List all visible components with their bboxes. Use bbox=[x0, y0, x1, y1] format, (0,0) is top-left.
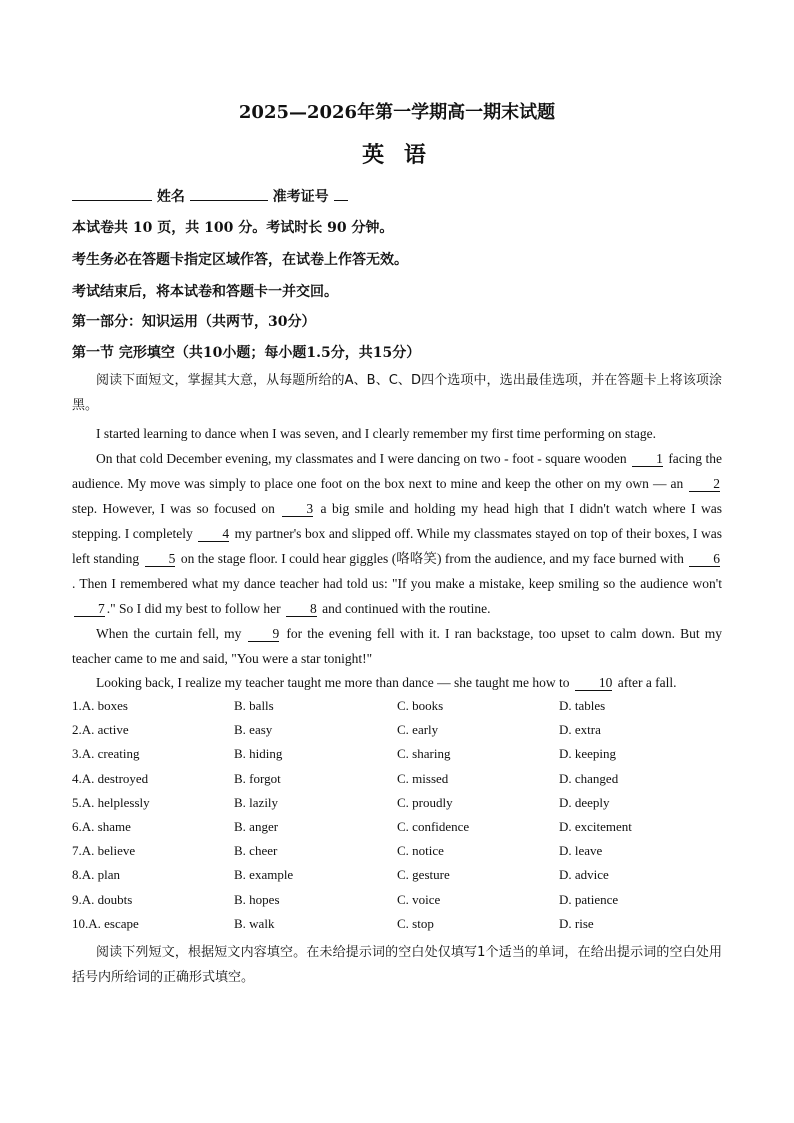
text: On that cold December evening, my classmates and I were dancing on two - foot - square wooden bbox=[96, 451, 627, 466]
option-c[interactable]: C. proudly bbox=[397, 794, 453, 810]
option-a[interactable]: 1.A. boxes bbox=[72, 698, 128, 713]
option-c[interactable]: C. gesture bbox=[397, 867, 450, 883]
instruction-answer-area: 考生务必在答题卡指定区域作答，在试卷上作答无效。 bbox=[72, 252, 408, 268]
text: Looking back, I realize my teacher taught me more than dance — she taught me how to bbox=[96, 675, 570, 690]
blank-5[interactable]: 5 bbox=[145, 551, 176, 567]
option-row bbox=[72, 843, 732, 867]
option-d[interactable]: D. changed bbox=[559, 770, 619, 786]
id-blank[interactable] bbox=[334, 186, 348, 201]
option-row bbox=[72, 867, 732, 891]
option-b[interactable]: B. walk bbox=[234, 915, 275, 931]
exam-subject: 英 语 bbox=[362, 142, 432, 168]
option-b[interactable]: B. forgot bbox=[234, 770, 281, 786]
blank-1[interactable]: 1 bbox=[632, 451, 663, 467]
option-b[interactable]: B. example bbox=[234, 867, 294, 883]
blank-7[interactable]: 7 bbox=[74, 601, 105, 617]
instruction-return: 考试结束后，将本试卷和答题卡一并交回。 bbox=[72, 284, 338, 300]
option-b[interactable]: B. hiding bbox=[234, 746, 283, 762]
option-c[interactable]: C. sharing bbox=[397, 746, 451, 762]
text: on the stage floor. I could hear giggles (咯咯笑) from the audience, and my face burned with bbox=[180, 551, 684, 566]
option-row bbox=[72, 916, 732, 940]
option-a[interactable]: 6.A. shame bbox=[72, 818, 131, 834]
blank-10[interactable]: 10 bbox=[575, 675, 613, 691]
blank-2[interactable]: 2 bbox=[689, 476, 720, 492]
option-row bbox=[72, 795, 732, 819]
option-c[interactable]: C. stop bbox=[397, 915, 434, 931]
option-b[interactable]: B. easy bbox=[234, 722, 273, 738]
option-c[interactable]: C. confidence bbox=[397, 818, 470, 834]
blank-6[interactable]: 6 bbox=[689, 551, 720, 567]
part-one-heading: 第一部分：知识运用（共两节，30分） bbox=[72, 314, 316, 330]
option-d[interactable]: D. keeping bbox=[559, 746, 617, 762]
section-one-heading: 第一节 完形填空（共10小题；每小题1.5分，共15分） bbox=[72, 345, 421, 361]
blank-3[interactable]: 3 bbox=[282, 501, 313, 517]
option-d[interactable]: D. leave bbox=[559, 843, 603, 859]
option-c[interactable]: C. notice bbox=[397, 843, 444, 859]
cloze-paragraph-4 bbox=[72, 670, 722, 695]
candidate-info-line bbox=[72, 186, 732, 206]
option-d[interactable]: D. rise bbox=[559, 915, 594, 931]
blank-8[interactable]: 8 bbox=[286, 601, 317, 617]
option-a[interactable]: 8.A. plan bbox=[72, 867, 121, 883]
instruction-pages: 本试卷共 10 页，共 100 分。考试时长 90 分钟。 bbox=[72, 220, 394, 236]
blank-9[interactable]: 9 bbox=[248, 626, 279, 642]
text: after a fall. bbox=[617, 675, 677, 690]
cloze-paragraph-3 bbox=[72, 621, 722, 671]
text: a big smile and holding my head high that I didn't watch where I was stepping. I completely bbox=[72, 501, 722, 541]
option-a[interactable]: 5.A. helplessly bbox=[72, 794, 150, 810]
option-d[interactable]: D. excitement bbox=[559, 818, 632, 834]
options-table bbox=[72, 698, 732, 940]
section-two-directions: 阅读下列短文，根据短文内容填空。在未给提示词的空白处仅填写1个适当的单词，在给出提示词的空白处用括号内所给词的正确形式填空。 bbox=[72, 945, 722, 985]
option-d[interactable]: D. extra bbox=[559, 722, 601, 738]
option-d[interactable]: D. deeply bbox=[559, 794, 610, 810]
name-blank[interactable] bbox=[190, 186, 268, 201]
cloze-paragraph-2 bbox=[72, 446, 722, 621]
option-a[interactable]: 7.A. believe bbox=[72, 843, 136, 859]
text: facing the audience. My move was simply to place one foot on the box next to mine and keep the other on my own — an bbox=[72, 451, 722, 491]
option-a[interactable]: 4.A. destroyed bbox=[72, 770, 149, 786]
class-blank[interactable] bbox=[72, 186, 152, 201]
exam-title: 2025—2026年第一学期高一期末试题 bbox=[238, 102, 556, 123]
option-row bbox=[72, 892, 732, 916]
option-c[interactable]: C. books bbox=[397, 698, 444, 713]
blank-4[interactable]: 4 bbox=[198, 526, 229, 542]
option-row bbox=[72, 746, 732, 770]
option-c[interactable]: C. voice bbox=[397, 891, 441, 907]
name-label: 姓名 bbox=[156, 189, 185, 205]
option-b[interactable]: B. hopes bbox=[234, 891, 280, 907]
option-d[interactable]: D. patience bbox=[559, 891, 619, 907]
option-row bbox=[72, 698, 732, 722]
text: ." So I did my best to follow her bbox=[106, 601, 281, 616]
option-b[interactable]: B. cheer bbox=[234, 843, 278, 859]
option-d[interactable]: D. advice bbox=[559, 867, 609, 883]
option-a[interactable]: 10.A. escape bbox=[72, 915, 139, 931]
option-d[interactable]: D. tables bbox=[559, 698, 606, 713]
option-a[interactable]: 3.A. creating bbox=[72, 746, 140, 762]
cloze-directions: 阅读下面短文，掌握其大意，从每题所给的A、B、C、D四个选项中，选出最佳选项，并在答题卡上将该项涂黑。 bbox=[72, 373, 722, 413]
cloze-paragraph-1: I started learning to dance when I was seven, and I clearly remember my first time performing on stage. bbox=[96, 426, 657, 441]
option-row bbox=[72, 722, 732, 746]
option-row bbox=[72, 771, 732, 795]
id-label: 准考证号 bbox=[272, 189, 329, 205]
option-c[interactable]: C. missed bbox=[397, 770, 449, 786]
text: . Then I remembered what my dance teacher had told us: "If you make a mistake, keep smiling so the audience won't bbox=[72, 576, 722, 591]
option-row bbox=[72, 819, 732, 843]
text: for the evening fell with it. I ran backstage, too upset to calm down. But my teacher came to me and said, "You were a star tonight!" bbox=[72, 626, 723, 666]
option-a[interactable]: 9.A. doubts bbox=[72, 891, 133, 907]
text: When the curtain fell, my bbox=[96, 626, 242, 641]
option-b[interactable]: B. anger bbox=[234, 818, 279, 834]
option-c[interactable]: C. early bbox=[397, 722, 439, 738]
text: step. However, I was so focused on bbox=[72, 501, 275, 516]
option-b[interactable]: B. balls bbox=[234, 698, 274, 713]
text: my partner's box and slipped off. While my classmates stayed on top of their boxes, I was left standing bbox=[72, 526, 722, 566]
option-a[interactable]: 2.A. active bbox=[72, 722, 129, 738]
text: and continued with the routine. bbox=[322, 601, 491, 616]
option-b[interactable]: B. lazily bbox=[234, 794, 279, 810]
